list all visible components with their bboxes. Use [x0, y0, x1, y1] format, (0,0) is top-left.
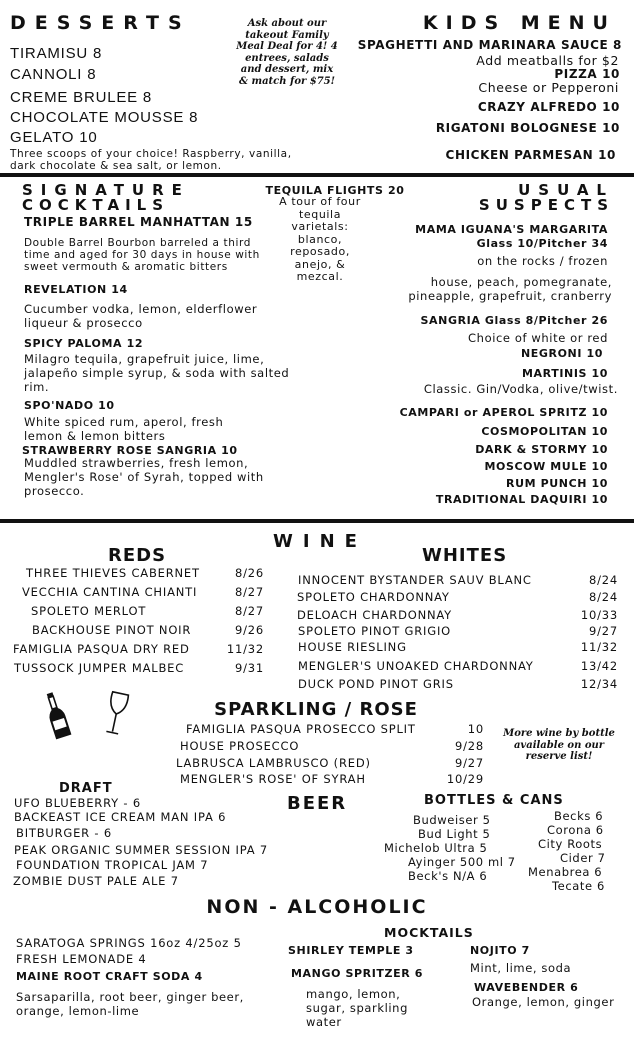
kids-spaghetti: SPAGHETTI AND MARINARA SAUCE 8 [357, 38, 622, 52]
sparkling-wine-price: 10 [467, 722, 484, 736]
usual-margarita-note: on the rocks / frozen [477, 254, 608, 268]
mocktail-shirley-temple: SHIRLEY TEMPLE 3 [288, 944, 414, 957]
reserve-note: More wine by bottle available on our reserve list! [503, 728, 615, 762]
usual-margarita: MAMA IGUANA'S MARGARITA [415, 223, 608, 236]
dessert-item: CREME BRULEE 8 [10, 89, 153, 106]
kids-pizza: PIZZA 10 [554, 67, 620, 81]
na-craft-soda: MAINE ROOT CRAFT SODA 4 [16, 970, 203, 983]
usual-margarita-price: Glass 10/Pitcher 34 [476, 237, 608, 250]
na-lemonade: FRESH LEMONADE 4 [16, 952, 147, 966]
kids-rigatoni: RIGATONI BOLOGNESE 10 [435, 121, 620, 135]
white-wine-price: 10/33 [580, 608, 618, 622]
cocktail-revelation: REVELATION 14 [24, 283, 128, 296]
sparkling-wine-price: 9/28 [454, 739, 484, 753]
red-wine-name: THREE THIEVES CABERNET [26, 566, 200, 580]
tequila-flights: TEQUILA FLIGHTS 20 [265, 184, 405, 197]
usual-title-1: USUAL [518, 181, 614, 199]
bottle-beer-name: Michelob Ultra 5 [384, 841, 488, 855]
draft-beer-name: UFO BLUEBERRY - 6 [14, 796, 141, 810]
usual-martinis: MARTINIS 10 [522, 367, 608, 380]
white-wine-name: DELOACH CHARDONNAY [297, 608, 453, 622]
white-wine-price: 13/42 [580, 659, 618, 673]
sparkling-wine-price: 10/29 [446, 772, 484, 786]
usual-moscow-mule: MOSCOW MULE 10 [484, 460, 608, 473]
reds-title: REDS [108, 545, 167, 566]
draft-beer-name: ZOMBIE DUST PALE ALE 7 [13, 874, 179, 888]
usual-negroni: NEGRONI 10 [520, 347, 603, 360]
wine-bottle-icon [42, 690, 72, 742]
cocktail-sangria-desc: Muddled strawberries, fresh lemon, Mengler's Rose' of Syrah, topped with prosecco. [24, 456, 264, 498]
draft-title: DRAFT [59, 781, 113, 796]
draft-beer-name: BACKEAST ICE CREAM MAN IPA 6 [14, 810, 227, 824]
kids-spaghetti-note: Add meatballs for $2 [476, 53, 619, 68]
na-craft-soda-desc: Sarsaparilla, root beer, ginger beer, orange, lemon-lime [16, 990, 244, 1018]
red-wine-price: 8/27 [234, 585, 264, 599]
bottle-beer-name: Bud Light 5 [418, 827, 491, 841]
white-wine-name: MENGLER'S UNOAKED CHARDONNAY [298, 659, 534, 673]
sparkling-wine-name: HOUSE PROSECCO [180, 739, 300, 753]
wine-title: WINE [273, 531, 367, 552]
white-wine-name: DUCK POND PINOT GRIS [298, 677, 454, 691]
mocktail-mango-desc: mango, lemon, sugar, sparkling water [306, 987, 408, 1029]
white-wine-name: SPOLETO CHARDONNAY [297, 590, 450, 604]
red-wine-name: BACKHOUSE PINOT NOIR [32, 623, 192, 637]
tequila-flights-desc: A tour of four tequila varietals: blanco, reposado, anejo, & mezcal. [279, 195, 361, 283]
desserts-title: DESSERTS [10, 12, 191, 34]
bottle-beer-name: Beck's N/A 6 [408, 869, 488, 883]
gelato-note: Three scoops of your choice! Raspberry, vanilla, dark chocolate & sea salt, or lemon. [10, 148, 292, 172]
kids-parmesan: CHICKEN PARMESAN 10 [445, 148, 616, 162]
white-wine-price: 11/32 [580, 640, 618, 654]
sparkling-wine-price: 9/27 [454, 756, 484, 770]
family-meal-deal: Ask about our takeout Family Meal Deal for 4! 4 entrees, salads and dessert, mix & match for $75! [236, 18, 338, 87]
draft-beer-name: PEAK ORGANIC SUMMER SESSION IPA 7 [14, 843, 268, 857]
mocktail-mango-spritzer: MANGO SPRITZER 6 [291, 967, 423, 980]
usual-daquiri: TRADITIONAL DAQUIRI 10 [435, 493, 608, 506]
na-saratoga: SARATOGA SPRINGS 16oz 4/25oz 5 [16, 936, 242, 950]
can-beer-name: Tecate 6 [552, 879, 605, 893]
kids-pizza-note: Cheese or Pepperoni [478, 80, 619, 95]
kids-menu-title: KIDS MENU [422, 12, 616, 34]
draft-beer-name: BITBURGER - 6 [16, 826, 112, 840]
bottles-cans-title: BOTTLES & CANS [424, 793, 564, 808]
bottle-beer-name: Ayinger 500 ml 7 [408, 855, 516, 869]
can-beer-name: Menabrea 6 [528, 865, 603, 879]
signature-title-2: COCKTAILS [22, 196, 170, 214]
usual-rum-punch: RUM PUNCH 10 [506, 477, 608, 490]
cocktail-manhattan-desc: Double Barrel Bourbon barreled a third time and aged for 30 days in house with sweet vermouth & aromatic bitters [24, 237, 260, 273]
can-beer-name: Becks 6 [554, 809, 604, 823]
kids-alfredo: CRAZY ALFREDO 10 [477, 100, 620, 114]
non-alcoholic-title: NON - ALCOHOLIC [206, 896, 428, 918]
usual-spritz: CAMPARI or APEROL SPRITZ 10 [399, 406, 608, 419]
can-beer-name: Corona 6 [547, 823, 604, 837]
red-wine-price: 11/32 [226, 642, 264, 656]
whites-title: WHITES [422, 545, 508, 566]
mocktail-nojito: NOJITO 7 [470, 944, 530, 957]
cocktail-manhattan: TRIPLE BARREL MANHATTAN 15 [24, 215, 253, 229]
cocktail-sangria: STRAWBERRY ROSE SANGRIA 10 [22, 444, 238, 457]
sparkling-wine-name: MENGLER'S ROSE' OF SYRAH [180, 772, 366, 786]
white-wine-price: 12/34 [580, 677, 618, 691]
usual-dark-stormy: DARK & STORMY 10 [475, 443, 608, 456]
mocktail-nojito-desc: Mint, lime, soda [470, 961, 572, 975]
cocktail-paloma: SPICY PALOMA 12 [24, 337, 144, 350]
red-wine-name: VECCHIA CANTINA CHIANTI [22, 585, 198, 599]
red-wine-price: 8/27 [234, 604, 264, 618]
red-wine-name: SPOLETO MERLOT [31, 604, 147, 618]
dessert-item: GELATO 10 [10, 129, 98, 146]
usual-martinis-note: Classic. Gin/Vodka, olive/twist. [423, 382, 618, 396]
usual-cosmopolitan: COSMOPOLITAN 10 [481, 425, 608, 438]
usual-margarita-flavors: house, peach, pomegranate, pineapple, grapefruit, cranberry [408, 275, 612, 303]
cocktail-paloma-desc: Milagro tequila, grapefruit juice, lime, jalapeño simple syrup, & soda with salted rim. [24, 352, 290, 394]
white-wine-price: 9/27 [588, 624, 618, 638]
mocktails-title: MOCKTAILS [384, 925, 474, 940]
can-beer-name: Cider 7 [560, 851, 606, 865]
bottle-beer-name: Budweiser 5 [413, 813, 491, 827]
white-wine-price: 8/24 [588, 590, 618, 604]
usual-sangria-note: Choice of white or red [468, 331, 608, 345]
beer-title: BEER [287, 793, 348, 814]
can-beer-name: City Roots [538, 837, 603, 851]
mocktail-wavebender: WAVEBENDER 6 [474, 981, 579, 994]
draft-beer-name: FOUNDATION TROPICAL JAM 7 [16, 858, 209, 872]
sparkling-title: SPARKLING / ROSE [214, 699, 418, 720]
red-wine-price: 9/26 [234, 623, 264, 637]
white-wine-name: HOUSE RIESLING [298, 640, 407, 654]
usual-sangria: SANGRIA Glass 8/Pitcher 26 [420, 314, 608, 327]
red-wine-price: 9/31 [234, 661, 264, 675]
usual-title-2: SUSPECTS [478, 196, 614, 214]
signature-title-1: SIGNATURE [22, 181, 190, 199]
cocktail-sponado-desc: White spiced rum, aperol, fresh lemon & lemon bitters [24, 415, 224, 443]
dessert-item: TIRAMISU 8 [10, 45, 103, 62]
sparkling-wine-name: LABRUSCA LAMBRUSCO (RED) [176, 756, 371, 770]
cocktail-revelation-desc: Cucumber vodka, lemon, elderflower liqueur & prosecco [24, 302, 258, 330]
dessert-item: CANNOLI 8 [10, 66, 97, 83]
sparkling-wine-name: FAMIGLIA PASQUA PROSECCO SPLIT [186, 722, 416, 736]
section-divider [0, 519, 634, 523]
dessert-item: CHOCOLATE MOUSSE 8 [10, 109, 199, 126]
white-wine-name: INNOCENT BYSTANDER SAUV BLANC [298, 573, 532, 587]
white-wine-price: 8/24 [588, 573, 618, 587]
white-wine-name: SPOLETO PINOT GRIGIO [298, 624, 452, 638]
mocktail-wavebender-desc: Orange, lemon, ginger [472, 995, 615, 1009]
red-wine-name: FAMIGLIA PASQUA DRY RED [13, 642, 190, 656]
red-wine-name: TUSSOCK JUMPER MALBEC [14, 661, 185, 675]
cocktail-sponado: SPO'NADO 10 [24, 399, 115, 412]
section-divider [0, 173, 634, 177]
red-wine-price: 8/26 [234, 566, 264, 580]
wine-glass-icon [102, 690, 130, 740]
